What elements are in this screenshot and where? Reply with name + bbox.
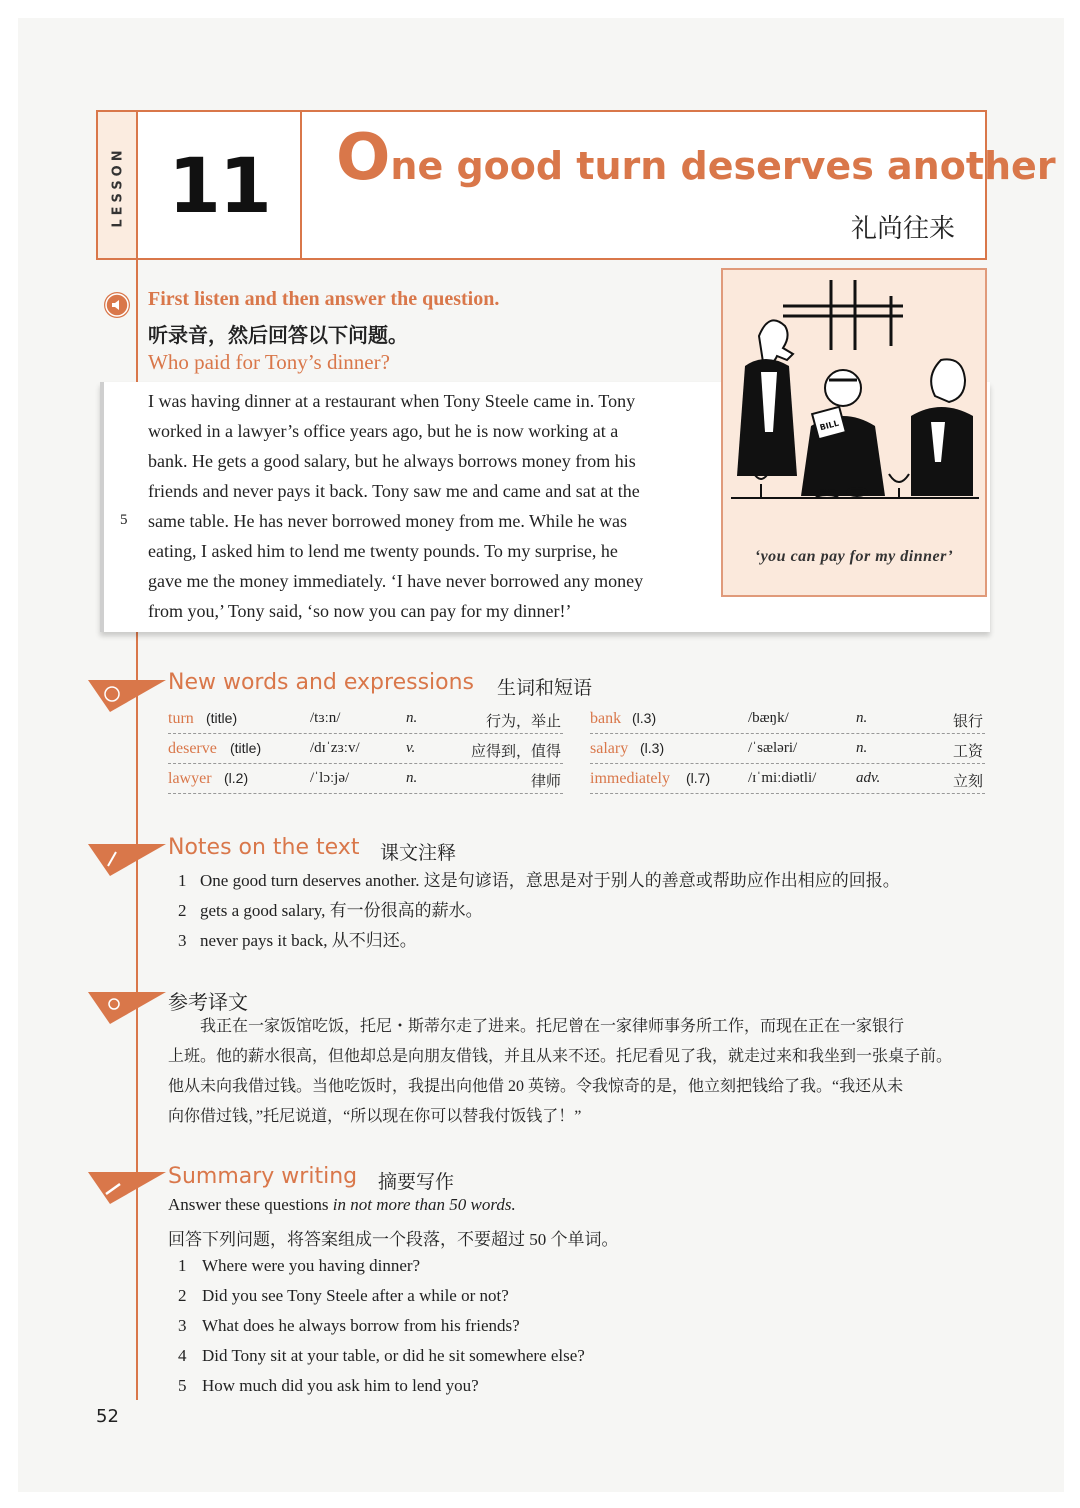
page-number: 52 [96, 1406, 119, 1427]
translation-line: 我正在一家饭馆吃饭，托尼・斯蒂尔走了进来。托尼曾在一家律师事务所工作，而现在正在一家银行 [168, 1018, 905, 1035]
question-text: Did Tony sit at your table, or did he sit somewhere else? [202, 1346, 585, 1365]
vocab-meaning: 银行 [952, 712, 983, 730]
passage-line: friends and never pays it back. Tony saw me and came and sat at the [148, 481, 640, 501]
question-number: 5 [178, 1376, 187, 1395]
lesson-tab [98, 112, 138, 258]
vocab-pron: /tɜːn/ [310, 710, 341, 726]
question-text: What does he always borrow from his friends? [202, 1316, 520, 1335]
vocab-ref: (title) [206, 710, 238, 726]
lesson-number: 11 [138, 112, 302, 258]
summary-instruction-en [168, 1195, 516, 1215]
question-number: 2 [178, 1286, 187, 1305]
speaker-icon[interactable] [104, 292, 130, 318]
translation-line: 向你借过钱，”托尼说道，“所以现在你可以替我付饭钱了！” [168, 1108, 582, 1125]
summary-instruction-italic: in not more than 50 words. [332, 1195, 516, 1214]
vocab-meaning: 应得到，值得 [470, 742, 561, 760]
note-number: 1 [178, 871, 187, 890]
listen-instruction-cn: 听录音，然后回答以下问题。 [148, 325, 408, 347]
vocab-pron: /ˈlɔːjə/ [310, 770, 350, 786]
notes-title-cn: 课文注释 [380, 842, 457, 864]
cartoon-illustration [721, 268, 987, 597]
note-item [178, 926, 417, 951]
vocab-word: deserve [168, 740, 217, 757]
summary-question [178, 1256, 420, 1276]
note-number: 2 [178, 901, 187, 920]
new-words-title: New words and expressions [168, 670, 475, 695]
passage-line: same table. He has never borrowed money from me. While he was [148, 511, 628, 531]
question-text: Where were you having dinner? [202, 1256, 421, 1275]
line-number: 5 [120, 512, 128, 528]
vocab-pron: /dɪˈzɜːv/ [310, 740, 360, 756]
summary-instruction-part: Answer these questions [168, 1195, 333, 1214]
vocab-pos: n. [856, 710, 868, 726]
passage-line: worked in a lawyer’s office years ago, but he is now working at a [148, 421, 619, 441]
bill-text: BILL [818, 418, 840, 433]
cartoon-caption: ‘you can pay for my dinner’ [754, 548, 954, 565]
question-text: Did you see Tony Steele after a while or not? [202, 1286, 509, 1305]
note-text: One good turn deserves another. 这是句谚语，意思是对于别人的善意或帮助应作出相应的回报。 [200, 871, 900, 890]
summary-question [178, 1346, 585, 1366]
vocab-ref: (l.3) [640, 740, 665, 756]
question-number: 3 [178, 1316, 187, 1335]
passage-line: bank. He gets a good salary, but he always borrows money from his [148, 451, 636, 471]
summary-flag-icon [88, 1164, 166, 1204]
vocab-word: salary [590, 740, 629, 757]
vocab-pos: n. [406, 770, 418, 786]
summary-question [178, 1286, 509, 1306]
translation-title: 参考译文 [168, 990, 248, 1014]
summary-instruction-cn: 回答下列问题，将答案组成一个段落，不要超过 50 个单词。 [168, 1230, 619, 1249]
vocab-pos: n. [406, 710, 418, 726]
new-words-title-cn: 生词和短语 [497, 677, 593, 699]
summary-title-cn: 摘要写作 [378, 1171, 455, 1193]
passage-line: eating, I asked him to lend me twenty pounds. To my surprise, he [148, 541, 618, 561]
lesson-label: LESSON [110, 146, 126, 228]
question-text: How much did you ask him to lend you? [202, 1376, 479, 1395]
passage-text [148, 386, 688, 626]
vocab-pos: adv. [856, 770, 881, 786]
translation-line: 他从未向我借过钱。当他吃饭时，我提出向他借 20 英镑。令我惊奇的是，他立刻把钱给了我。“我还从未 [168, 1078, 904, 1095]
passage-line: gave me the money immediately. ‘I have never borrowed any money [148, 571, 644, 591]
vocab-word: bank [590, 710, 622, 727]
vocab-pos: n. [856, 740, 868, 756]
vocab-ref: (l.7) [686, 770, 711, 786]
vocab-ref: (l.3) [632, 710, 657, 726]
vocab-meaning: 工资 [952, 742, 983, 760]
lesson-title-initial: O [336, 121, 391, 195]
summary-title: Summary writing [168, 1164, 358, 1189]
lesson-subtitle: 礼尚往来 [850, 214, 955, 244]
vocab-row [590, 734, 985, 764]
vocab-pron: /bæŋk/ [748, 710, 789, 726]
question-number: 4 [178, 1346, 187, 1365]
listen-instruction-en: First listen and then answer the question. [148, 288, 500, 310]
note-item [178, 866, 900, 891]
vocab-meaning: 行为，举止 [485, 712, 561, 730]
vocab-ref: (l.2) [224, 770, 249, 786]
summary-question [178, 1316, 520, 1336]
note-number: 3 [178, 931, 187, 950]
note-text: never pays it back, 从不归还。 [200, 931, 417, 950]
summary-question [178, 1376, 479, 1396]
notes-flag-icon [88, 836, 166, 876]
vocab-word: turn [168, 710, 194, 727]
vocab-pos: v. [406, 740, 416, 756]
passage-line: I was having dinner at a restaurant when Tony Steele came in. Tony [148, 391, 636, 411]
note-text: gets a good salary, 有一份很高的薪水。 [200, 901, 483, 920]
new-words-flag-icon [88, 672, 166, 712]
lesson-header [96, 110, 1056, 260]
vocab-meaning: 律师 [530, 772, 561, 790]
vocab-row [590, 764, 985, 794]
passage-line: from you,’ Tony said, ‘so now you can pay for my dinner!’ [148, 601, 572, 621]
lesson-title [336, 121, 1056, 195]
vocab-pron: /ˈsæləri/ [748, 740, 798, 756]
translation-flag-icon [88, 984, 166, 1024]
vocab-word: lawyer [168, 770, 212, 787]
vocab-row [168, 704, 563, 734]
listen-question: Who paid for Tony’s dinner? [148, 350, 390, 374]
vocab-meaning: 立刻 [952, 772, 983, 790]
vocab-row [168, 734, 563, 764]
vocab-row [590, 704, 985, 734]
vocab-word: immediately [590, 770, 670, 787]
translation-line: 上班。他的薪水很高，但他却总是向朋友借钱，并且从来不还。托尼看见了我，就走过来和我坐到一张桌子前。 [168, 1048, 953, 1065]
vocab-pron: /ɪˈmiːdiətli/ [748, 770, 817, 786]
cartoon-drawing [731, 276, 979, 538]
note-item [178, 896, 483, 921]
vocab-ref: (title) [230, 740, 262, 756]
lesson-title-rest: ne good turn deserves another [390, 144, 1056, 188]
question-number: 1 [178, 1256, 187, 1275]
vocab-row [168, 764, 563, 794]
translation-text [168, 1012, 988, 1132]
notes-title: Notes on the text [168, 835, 360, 860]
